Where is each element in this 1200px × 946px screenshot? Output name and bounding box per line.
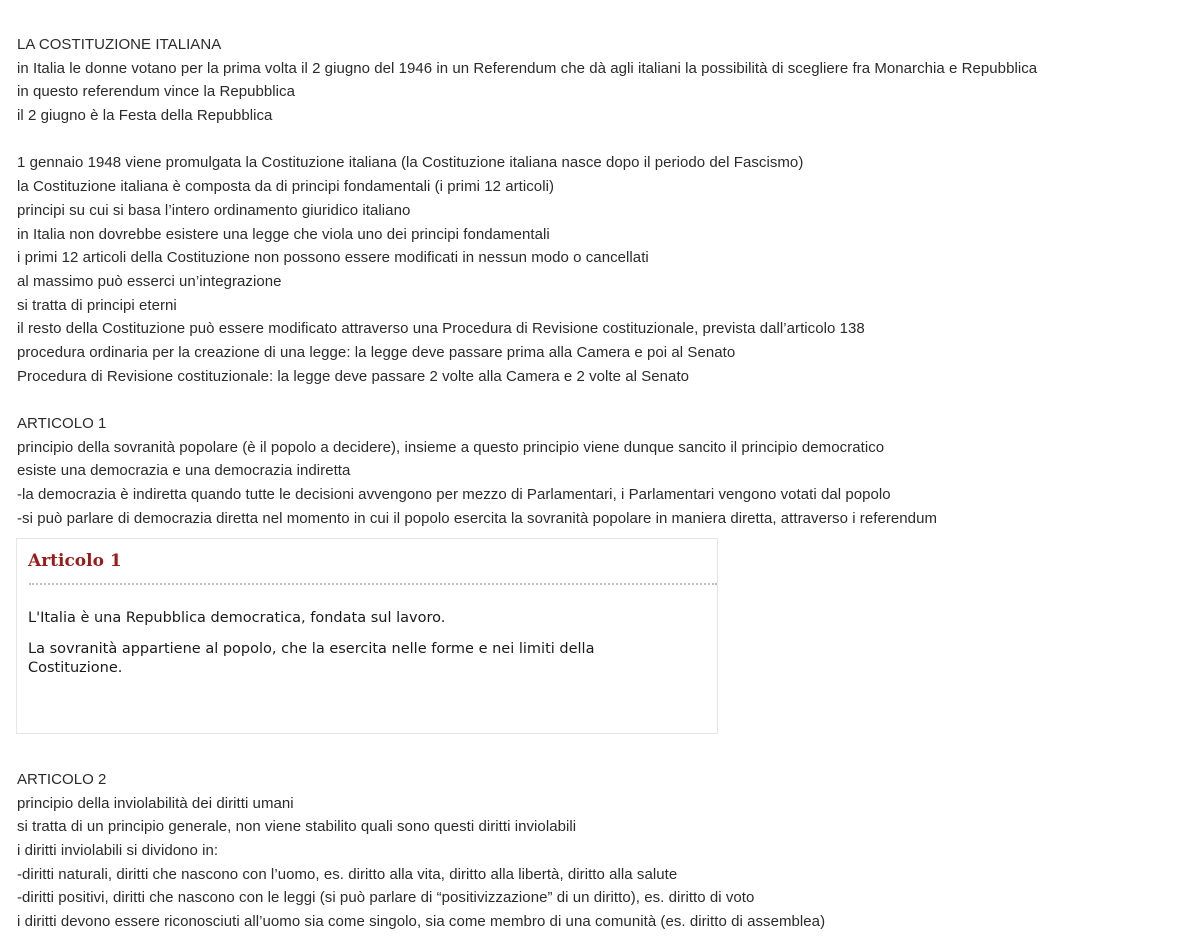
text-line: -si può parlare di democrazia diretta nel momento in cui il popolo esercita la sovranità popolare in maniera diretta, attraverso i referendum [17, 509, 938, 527]
text-line: la Costituzione italiana è composta da di principi fondamentali (i primi 12 articoli) [17, 178, 555, 196]
text-line: Procedura di Revisione costituzionale: la legge deve passare 2 volte alla Camera e 2 volte al Senato [17, 367, 690, 385]
text-line: il resto della Costituzione può essere modificato attraverso una Procedura di Revisione costituzionale, prevista dall’articolo 138 [17, 320, 865, 338]
text-line: -diritti positivi, diritti che nascono con le leggi (si può parlare di “positivizzazione” di un diritto), es. diritto di voto [17, 889, 755, 907]
text-line: i diritti inviolabili si dividono in: [17, 842, 219, 860]
text-line: -diritti naturali, diritti che nascono con l’uomo, es. diritto alla vita, diritto alla libertà, diritto alla salute [17, 865, 678, 883]
text-line: principio della inviolabilità dei diritti umani [17, 794, 294, 812]
document-body [17, 33, 1187, 530]
paragraph-gap [17, 128, 1187, 152]
section-heading-articolo-2: ARTICOLO 2 [17, 771, 107, 788]
text-line: esiste una democrazia e una democrazia indiretta [17, 462, 351, 480]
document-title: LA COSTITUZIONE ITALIANA [17, 36, 222, 53]
text-line: procedura ordinaria per la creazione di una legge: la legge deve passare prima alla Camera e poi al Senato [17, 343, 736, 361]
text-line: i diritti devono essere riconosciuti all’uomo sia come singolo, sia come membro di una comunità (es. diritto di assemblea) [17, 913, 826, 931]
paragraph-gap [17, 388, 1187, 412]
text-line: in Italia non dovrebbe esistere una legge che viola uno dei principi fondamentali [17, 225, 550, 243]
text-line: principi su cui si basa l’intero ordinamento giuridico italiano [17, 201, 411, 219]
text-line: in questo referendum vince la Repubblica [17, 83, 295, 101]
quote-paragraph: La sovranità appartiene al popolo, che la esercita nelle forme e nei limiti della Costituzione. [28, 641, 595, 676]
quote-text [28, 609, 668, 690]
text-line: si tratta di principi eterni [17, 296, 177, 314]
text-line: si tratta di un principio generale, non viene stabilito quali sono questi diritti inviolabili [17, 818, 577, 836]
text-line: i primi 12 articoli della Costituzione non possono essere modificati in nessun modo o cancellati [17, 249, 649, 267]
quote-divider [29, 583, 717, 585]
text-line: 1 gennaio 1948 viene promulgata la Costituzione italiana (la Costituzione italiana nasce dopo il periodo del Fascismo) [17, 154, 804, 172]
text-line: principio della sovranità popolare (è il popolo a decidere), insieme a questo principio viene dunque sancito il principio democratico [17, 438, 885, 456]
articolo-2-section [17, 768, 1187, 934]
quote-title: Articolo 1 [28, 551, 122, 571]
article-quote-box [16, 538, 718, 734]
text-line: in Italia le donne votano per la prima volta il 2 giugno del 1946 in un Referendum che dà agli italiani la possibilità di scegliere fra Monarchia e Repubblica [17, 59, 1038, 77]
text-line: -la democrazia è indiretta quando tutte le decisioni avvengono per mezzo di Parlamentari, i Parlamentari vengono votati dal popolo [17, 486, 891, 504]
quote-paragraph: L'Italia è una Repubblica democratica, fondata sul lavoro. [28, 610, 446, 626]
section-heading-articolo-1: ARTICOLO 1 [17, 415, 107, 432]
text-line: il 2 giugno è la Festa della Repubblica [17, 107, 273, 125]
text-line: al massimo può esserci un’integrazione [17, 272, 282, 290]
